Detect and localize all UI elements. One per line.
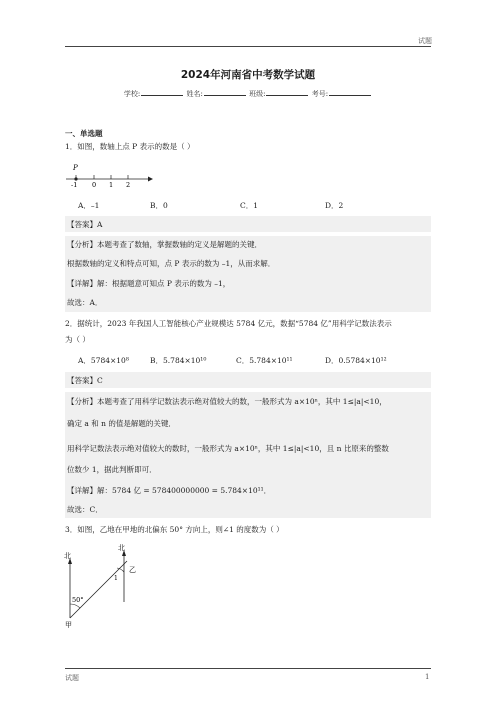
q2-option-c: C．5.784×10¹¹ [236, 356, 293, 365]
header-rule [65, 46, 431, 47]
footer-rule [65, 668, 431, 669]
q1-analysis-1: 【分析】本题考查了数轴，掌握数轴的定义是解题的关键． [67, 240, 262, 249]
q3-place-b: 乙 [129, 566, 136, 574]
q3-place-a: 甲 [65, 621, 72, 628]
q2-answer: 【答案】C [67, 376, 103, 385]
q1-option-d: D．2 [325, 201, 344, 210]
q3-stem: 3．如图，乙地在甲地的北偏东 50° 方向上，则∠1 的度数为（ ） [65, 525, 284, 534]
q2-explain-box [65, 392, 431, 518]
q1-stem: 1．如图，数轴上点 P 表示的数是（ ） [65, 142, 195, 151]
q2-analysis-4: 位数少 1，据此判断即可． [67, 465, 157, 474]
class-field[interactable] [266, 89, 308, 96]
q1-tick-3: 2 [126, 181, 131, 188]
q3-north-right: 北 [118, 544, 125, 552]
q2-option-d: D．0.5784×10¹² [325, 356, 387, 365]
q2-option-a: A．5784×10⁸ [78, 356, 129, 365]
q1-tick-0: -1 [71, 181, 78, 188]
name-label: 姓名: [186, 90, 203, 98]
q3-direction-figure [64, 542, 144, 628]
exam-no-field[interactable] [329, 89, 371, 96]
q1-tick-2: 1 [109, 181, 114, 188]
q3-angle-mark: 1 [114, 575, 118, 582]
name-field[interactable] [204, 89, 246, 96]
page-title: 2024年河南省中考数学试题 [180, 69, 316, 81]
footer-label: 试题 [65, 674, 79, 682]
school-label: 学校: [123, 90, 141, 98]
q2-option-b: B．5.784×10¹⁰ [150, 356, 207, 365]
q1-option-a: A．–1 [78, 201, 100, 210]
q1-option-c: C．1 [240, 201, 259, 210]
header-label: 试题 [418, 37, 432, 45]
q1-option-b: B．0 [150, 201, 168, 210]
q1-tick-1: 0 [92, 181, 97, 188]
q2-stem-line2: 为（ ） [65, 335, 90, 344]
section-heading: 一、单选题 [65, 129, 103, 138]
q1-choose: 故选：A． [67, 298, 103, 307]
q1-answer-box [65, 216, 431, 232]
school-field[interactable] [141, 89, 183, 96]
q1-answer: 【答案】A [67, 220, 103, 229]
class-label: 班级: [249, 90, 266, 98]
q2-choose: 故选：C． [67, 505, 103, 514]
q1-number-line [64, 160, 154, 188]
q2-answer-box [65, 372, 431, 388]
q2-stem-line1: 2．据统计，2023 年我国人工智能核心产业规模达 5784 亿元，数据“5784 亿”用科学记数法表示 [65, 319, 392, 328]
q1-point-label: P [73, 164, 78, 172]
student-info [0, 89, 496, 99]
q2-analysis-3: 用科学记数法表示绝对值较大的数时，一般形式为 a×10ⁿ，其中 1≤|a|<10，且 n 比原来的整数 [67, 444, 389, 453]
q3-north-left: 北 [64, 552, 71, 560]
page-number: 1 [425, 673, 430, 681]
q3-angle-label: 50° [72, 596, 84, 604]
q2-detail: 【详解】解：5784 亿 = 578400000000 = 5.784×10¹¹． [67, 486, 272, 495]
q2-analysis-2: 确定 a 和 n 的值是解题的关键． [67, 419, 176, 428]
q2-analysis-1: 【分析】本题考查了用科学记数法表示绝对值较大的数，一般形式为 a×10ⁿ，其中 1≤|a|<10， [67, 397, 387, 406]
q1-analysis-2: 根据数轴的定义和特点可知，点 P 表示的数为 –1，从而求解． [67, 259, 276, 268]
exam-no-label: 考号: [311, 90, 329, 98]
q1-detail: 【详解】解：根据题意可知点 P 表示的数为 –1， [67, 279, 231, 288]
